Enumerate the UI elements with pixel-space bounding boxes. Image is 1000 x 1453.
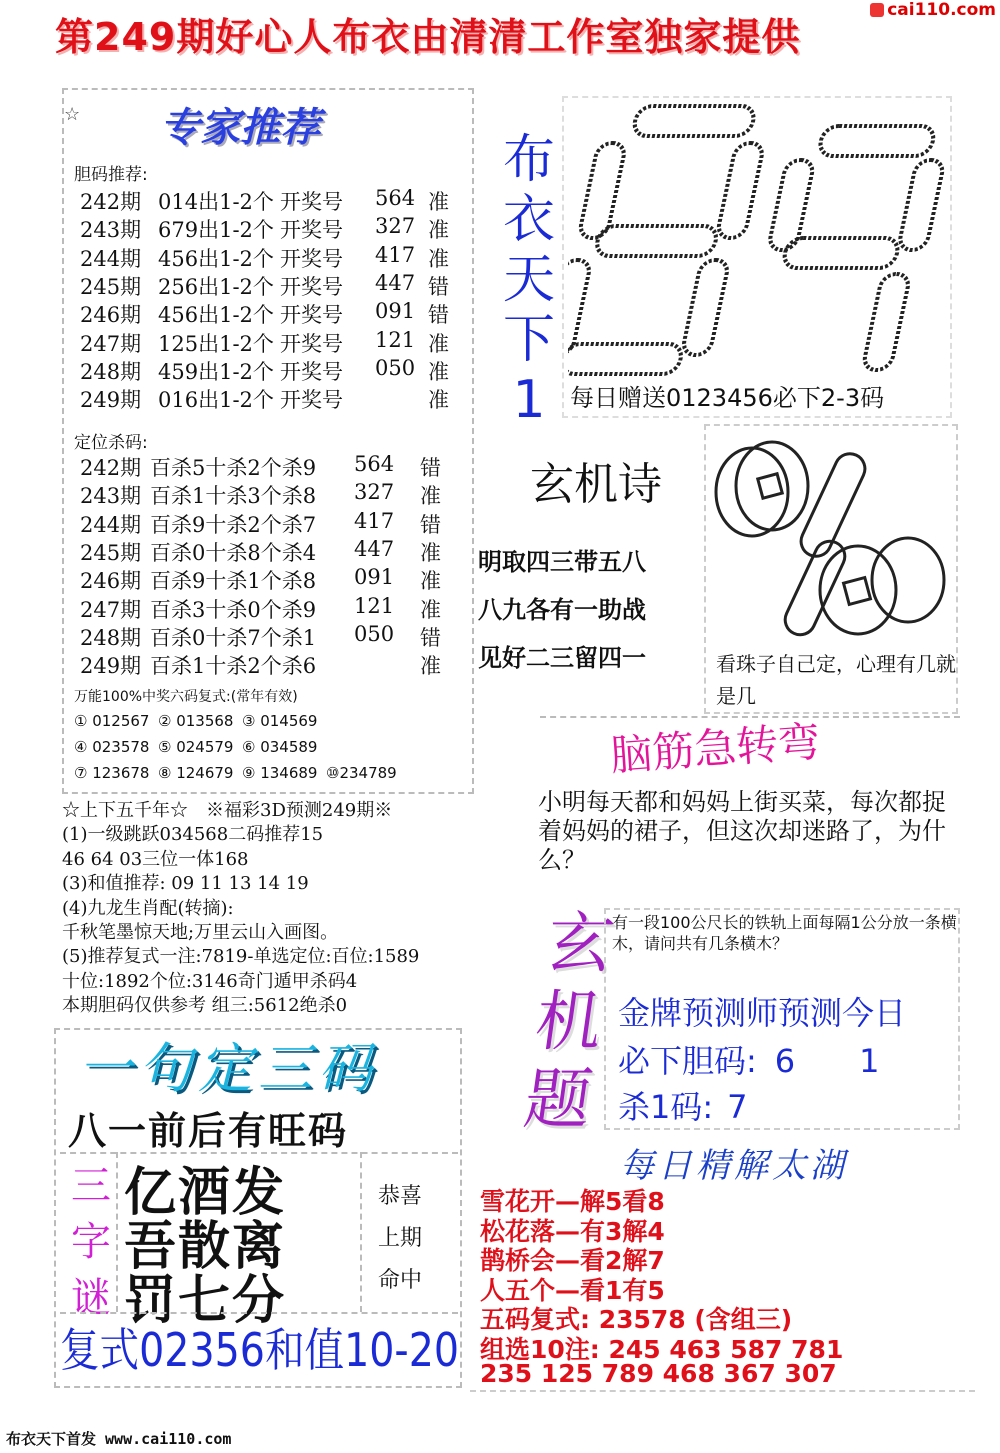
gold-label: 杀1码:	[618, 1088, 714, 1126]
shangxia-line: (3)和值推荐: 09 11 13 14 19	[62, 873, 309, 895]
danma-cell: 456出1-2个	[158, 303, 274, 328]
danma-cell: 249期	[80, 388, 142, 413]
taihu-title: 每日精解太湖	[620, 1146, 848, 1186]
gold-danma-values: 6 1	[774, 1042, 880, 1080]
poem-line: 明取四三带五八	[478, 548, 646, 576]
xuanji-char: 机	[530, 983, 608, 1060]
danma-cell: 开奖号	[280, 218, 343, 243]
danma-cell: 准	[428, 190, 449, 214]
shangxia-line: (4)九龙生肖配(转摘):	[62, 897, 234, 919]
kill-cell: 121	[354, 593, 395, 618]
taihu-line: 235 125 789 468 367 307	[480, 1359, 837, 1388]
poem-line: 见好二三留四一	[478, 644, 646, 672]
buyi-char: 下	[502, 310, 555, 370]
shangxia-line: 千秋笔墨惊天地;万里云山入画图。	[62, 922, 339, 943]
congrats-word: 上期	[378, 1226, 423, 1251]
combo-cell: ⑩234789	[326, 764, 397, 782]
star-icon: ☆	[64, 104, 81, 125]
danma-cell: 开奖号	[280, 331, 343, 356]
gold-label: 必下胆码:	[618, 1042, 757, 1080]
shangxia-line: 本期胆码仅供参考 组三:5612绝杀0	[62, 995, 348, 1017]
kill-cell: 错	[420, 456, 441, 480]
kill-cell: 准	[420, 484, 441, 509]
kill-cell: 249期	[80, 654, 142, 679]
taihu-line: 鹊桥会—看2解7	[480, 1246, 665, 1275]
kill-cell: 091	[354, 565, 395, 590]
combo-cell: ④ 023578	[74, 738, 150, 756]
taihu-line: 人五个—看1有5	[480, 1275, 665, 1305]
riddle-question: 有一段100公尺长的铁轨上面每隔1公分放一条横木，请问共有几条横木？	[612, 913, 957, 953]
danma-cell: 050	[375, 355, 416, 380]
danma-cell: 准	[428, 218, 449, 243]
danma-cell: 准	[428, 246, 449, 271]
coin-note: 看珠子自己定，心理有几就是几	[716, 652, 956, 708]
kill-cell: 百杀3十杀0个杀9	[150, 597, 317, 622]
combo-cell: ③ 014569	[242, 712, 318, 730]
xuanji-char: 题	[519, 1061, 597, 1138]
kill-cell: 248期	[80, 625, 142, 650]
danma-cell: 121	[375, 327, 416, 352]
szm-vertical	[66, 1158, 116, 1326]
danma-cell: 248期	[80, 359, 142, 384]
wan-label: 万能100%中奖六码复式:(常年有效)	[74, 689, 298, 705]
congrats-word: 恭喜	[378, 1184, 423, 1209]
buyi-char: 1	[512, 370, 546, 430]
danma-cell: 456出1-2个	[158, 246, 274, 271]
combo-cell: ⑧ 124679	[158, 764, 234, 782]
danma-cell: 091	[375, 299, 416, 324]
kill-cell: 准	[420, 569, 441, 594]
danma-cell: 245期	[80, 274, 142, 299]
szm-char: 三	[71, 1163, 111, 1209]
buyi-char: 衣	[502, 190, 555, 250]
kill-cell: 准	[420, 597, 441, 622]
kill-cell: 准	[420, 540, 441, 565]
danma-cell: 开奖号	[280, 274, 343, 299]
site-tag[interactable]	[870, 0, 996, 20]
brain-title: 脑筋急转弯	[608, 716, 822, 781]
yiju-phrase: 八一前后有旺码	[68, 1109, 349, 1153]
shangxia-line: 46 64 03三位一体168	[62, 848, 249, 870]
kill-cell: 错	[420, 625, 441, 650]
buyi-char: 布	[502, 130, 555, 190]
kill-cell: 准	[420, 654, 441, 679]
szm-char: 字	[71, 1219, 111, 1265]
footer-text[interactable]: 布衣天下首发 www.cai110.com	[6, 1430, 232, 1448]
combo-cell: ② 013568	[158, 712, 234, 730]
kill-cell: 564	[354, 452, 395, 476]
big-digits-89	[568, 98, 948, 380]
kill-cell: 050	[354, 621, 395, 646]
danma-cell: 开奖号	[280, 190, 343, 214]
combo-cell: ① 012567	[74, 712, 150, 730]
combo-cell: ⑨ 134689	[242, 764, 318, 782]
szm-char: 谜	[71, 1275, 111, 1321]
danma-cell: 016出1-2个	[158, 388, 274, 413]
poem-title: 玄机诗	[530, 459, 662, 510]
kill-cell: 246期	[80, 569, 142, 594]
danma-label: 胆码推荐:	[74, 165, 148, 185]
site-tag-text: cai110.com	[887, 0, 996, 20]
expert-title: 专家推荐	[160, 105, 320, 151]
danma-cell: 243期	[80, 218, 142, 243]
combo-cell: ⑥ 034589	[242, 738, 318, 756]
brain-question: 小明每天都和妈妈上街买菜，每次都捉着妈妈的裙子，但这次却迷路了，为什么？	[538, 788, 946, 874]
yiju-title: 一句定三码	[78, 1037, 378, 1100]
riddle-word: 罚七分	[124, 1270, 287, 1331]
gold-kill-value: 7	[727, 1088, 748, 1126]
kill-cell: 243期	[80, 484, 142, 509]
danma-cell: 244期	[80, 246, 142, 271]
page-title: 第249期好心人布衣由清清工作室独家提供	[55, 15, 801, 59]
riddle-word: 亿酒发	[124, 1162, 287, 1223]
danma-cell: 564	[375, 186, 416, 210]
kill-cell: 错	[420, 512, 441, 537]
danma-cell: 开奖号	[280, 246, 343, 271]
szm-divider	[116, 1152, 118, 1312]
congrats-word: 命中	[378, 1268, 423, 1293]
gold-line-2	[618, 1036, 880, 1082]
gold-line-3	[618, 1082, 748, 1128]
congrats-vertical	[378, 1176, 422, 1302]
taihu-line: 松花落—有3解4	[480, 1216, 665, 1246]
danma-cell: 014出1-2个	[158, 190, 274, 214]
taihu-divider	[470, 1390, 975, 1392]
kill-cell: 244期	[80, 512, 142, 537]
danma-cell: 679出1-2个	[158, 218, 274, 243]
kill-label: 定位杀码:	[74, 433, 148, 453]
danma-cell: 256出1-2个	[158, 274, 274, 299]
fushi-text: 复式02356和值10-20	[60, 1323, 460, 1377]
kill-cell: 447	[354, 536, 395, 561]
kill-cell: 百杀5十杀2个杀9	[150, 456, 317, 480]
gift-text: 每日赠送0123456必下2-3码	[570, 384, 885, 412]
danma-cell: 459出1-2个	[158, 359, 274, 384]
site-logo-icon	[870, 3, 884, 17]
coins-percent-image	[708, 430, 953, 640]
danma-cell: 417	[375, 242, 416, 267]
taihu-line: 雪花开—解5看8	[480, 1187, 665, 1216]
danma-cell: 准	[428, 331, 449, 356]
kill-cell: 247期	[80, 597, 142, 622]
kill-cell: 百杀9十杀2个杀7	[150, 512, 317, 537]
buyi-char: 天	[502, 250, 555, 310]
kill-cell: 417	[354, 508, 395, 533]
kill-cell: 百杀0十杀7个杀1	[150, 625, 317, 650]
riddle-word: 吾散离	[124, 1216, 287, 1277]
kill-cell: 242期	[80, 456, 142, 480]
danma-cell: 开奖号	[280, 359, 343, 384]
taihu-line: 五码复式: 23578 (含组三)	[480, 1305, 793, 1334]
buyi-vertical	[494, 130, 564, 430]
danma-cell: 开奖号	[280, 388, 343, 413]
danma-cell: 246期	[80, 303, 142, 328]
danma-cell: 错	[428, 303, 449, 328]
shangxia-line: (5)推荐复式一注:7819-单选定位:百位:1589	[62, 946, 420, 968]
poem-line: 八九各有一助战	[478, 596, 646, 624]
kill-cell: 百杀1十杀3个杀8	[150, 484, 317, 509]
danma-cell: 错	[428, 274, 449, 299]
kill-cell: 245期	[80, 540, 142, 565]
combo-cell: ⑦ 123678	[74, 764, 150, 782]
kill-cell: 百杀1十杀2个杀6	[150, 654, 317, 679]
shangxia-line: 十位:1892个位:3146奇门遁甲杀码4	[62, 970, 358, 992]
xuanji-char: 玄	[541, 905, 619, 982]
danma-cell: 327	[375, 214, 416, 239]
gx-divider	[360, 1152, 362, 1312]
danma-cell: 准	[428, 359, 449, 384]
danma-cell: 447	[375, 270, 416, 295]
gold-line-1: 金牌预测师预测今日	[618, 994, 907, 1032]
combo-cell: ⑤ 024579	[158, 738, 234, 756]
kill-cell: 百杀0十杀8个杀4	[150, 540, 317, 565]
danma-cell: 准	[428, 388, 449, 413]
taihu-line: 组选10注: 245 463 587 781	[480, 1334, 844, 1364]
danma-cell: 242期	[80, 190, 142, 214]
kill-cell: 327	[354, 480, 395, 505]
shangxia-line: ☆上下五千年☆ ※福彩3D预测249期※	[62, 800, 393, 821]
danma-cell: 247期	[80, 331, 142, 356]
shangxia-line: (1)一级跳跃034568二码推荐15	[62, 824, 324, 846]
kill-cell: 百杀9十杀1个杀8	[150, 569, 317, 594]
danma-cell: 开奖号	[280, 303, 343, 328]
danma-cell: 125出1-2个	[158, 331, 274, 356]
